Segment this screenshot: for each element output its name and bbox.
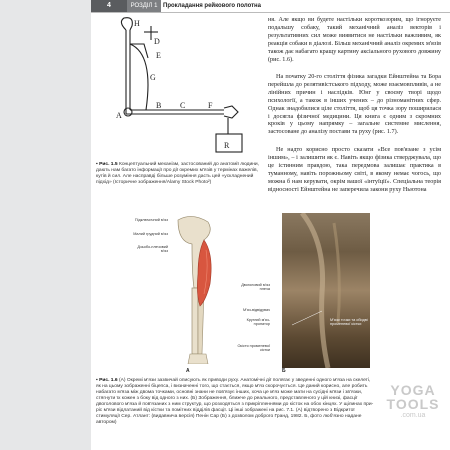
letter-h: H: [134, 19, 140, 28]
label-biceps-brachii: Двоголовий м'яз плеча: [241, 283, 270, 292]
header-rule: [91, 12, 450, 13]
letter-c: C: [180, 101, 186, 110]
label-radius-periosteum: Окістя променевої кістки: [237, 344, 270, 353]
label-coracobrachialis: Дзьобо-плечовий м'яз: [137, 245, 168, 254]
figure-1-6-caption: [96, 378, 376, 426]
letter-r: R: [224, 141, 230, 150]
label-pectoralis-minor: Малий грудний м'яз: [133, 232, 168, 236]
figure-1-6b-letter: Б: [282, 368, 286, 374]
body-paragraph-2: На початку 20-го століття фізика загадки Ейнштейна та Бора перейшла до релятивістського підходу, може взаємовпливів, а не лінійних причин і наслідків. Юнг у своєму творі щодо психології, а також в інших учених – до різноманітних сфер. Однак знадобилися ціле століття, щоб ця точка зору поширилася і досягла фізичної медицини. Ця книга є одним з скромних кроків у цьому напрямку – загальне системне мислення, застосоване до аналізу постави та руху (рис. 1.7).: [268, 73, 441, 136]
watermark: [376, 383, 450, 420]
figure-1-5-caption-label: ▪ Рис. 1.5: [96, 162, 118, 167]
page-header: [91, 0, 450, 12]
page-number: 4: [91, 0, 127, 12]
letter-f: F: [208, 101, 213, 110]
chapter-title: Прокладання рейкового полотна: [163, 3, 262, 9]
label-supinator: М'яз-відвідувач: [243, 308, 270, 312]
figure-1-5-drawing: [104, 14, 264, 160]
body-paragraph-3: Не надто корисно просто сказати «Все пов'язане з усім іншим», – і залишити як є. Навіть якщо фізика стверджувала, що це істинним правдою, така передмова залишає практика в туманному, навіть порожньому світі, в якому немає чогось, що можна б нам керувати, окрім вашої «інтуїції». Спеціальна теорія відносності Ейнштейна не заперечила закони руху Ньютона: [268, 146, 441, 193]
figure-1-5-caption: [96, 162, 262, 186]
watermark-line-2: TOOLS: [386, 396, 440, 412]
watermark-line-3: .com.ua: [400, 412, 426, 419]
label-photo-muscles: М'язи точки та обидві променевої кістки: [330, 318, 368, 327]
body-paragraph-1: ня. Але якщо ви будете настільки короткозорим, що ігноруєте подальшу собаку, такий механічний аналіз векторів і результативних сил може виявитися не настільки важливим, як реакція собаки в діалозі. Більш механічний аналіз окремих м'язів також дає набагато кращу картину аксіального рухового довжину (рис. 1.6).: [268, 16, 441, 63]
label-subclavius: Підключичний м'яз: [134, 218, 168, 222]
figure-1-6b-overlay: [282, 213, 370, 368]
label-pronator-teres: Круглий м'яз-пронатор: [246, 318, 270, 327]
letter-g: G: [150, 73, 156, 82]
letter-a: A: [116, 111, 122, 120]
figure-1-5-caption-text: Концептуальний механізм, застосований до анатомії людини, дають нам багато інформації про дії окремих м'язів у термінах важелів, кутів й сил. Але насправді більше розуміння дасть цей «ускладнений підхід» (Історичне зображення/Alamy Stock Photo²): [96, 162, 260, 185]
letter-e: E: [156, 51, 161, 60]
figure-1-6a-letter: A: [186, 368, 190, 374]
letter-b: B: [156, 101, 162, 110]
watermark-line-1: YOGA: [390, 382, 436, 398]
letter-d: D: [154, 37, 160, 46]
section-label: РОЗДІЛ 1: [127, 0, 161, 12]
figure-1-6-caption-text: (A) Окремі м'язи зазвичай описують як приводи руху. Анатомічні дії полягає у зведенні одного м'яза на скелеті, як на цьому зображенні біцепса, і визначенні того, що стається, якщо м'яз скорочується. Це даний корисно, але робить набагато м'яза між двома точками, основні знани не пов'язує інших, хоча це м'яз може мати на сусідні м'язи і зв'язки, стягнути їх кожен з боку від одного з них. (Б) Зображення, ближче до реального, представленого у цій книзі, фасції двоголового м'яза й пов'язаних з ним структур, що розходяться з прикріпленнями до кісток на обох кінцях. У щілинах при-ріс м'язи відлатаний від кістки та помітних відділів фасції. Ці інші зображені на рис. 7.1. (A) відтворено з Відкритої стимуляції Сер. Атлант: (видавнича версія) Пенін Сар (Б) з дозволом доброго Гранд, 1982. Б, фото люб'язно надане автором): [96, 378, 374, 425]
figure-1-6-caption-label: ▪ Рис. 1.6: [96, 378, 118, 383]
